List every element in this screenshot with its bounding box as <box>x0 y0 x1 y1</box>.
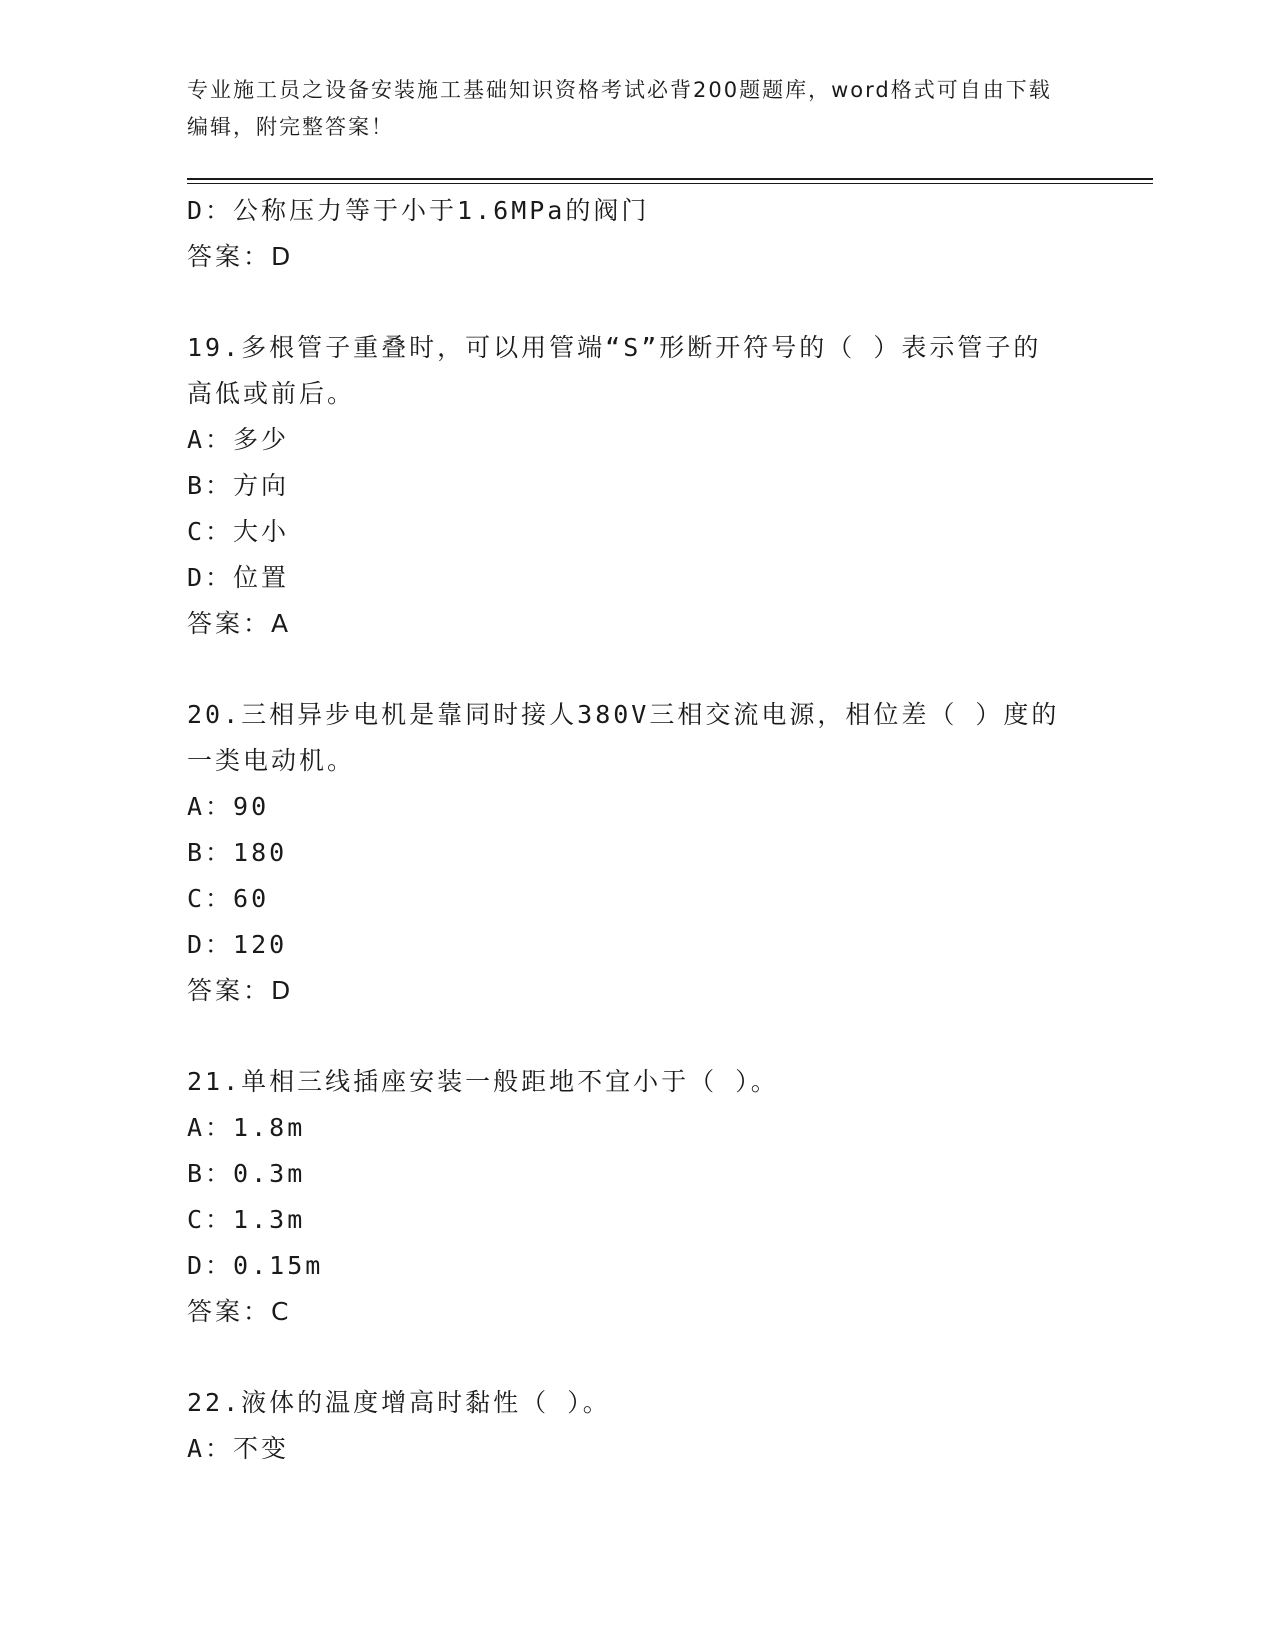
option-b: B：方向 <box>187 471 290 500</box>
question-text: 22.液体的温度增高时黏性（ ）。 <box>187 1388 611 1417</box>
option-c: C：60 <box>187 884 270 913</box>
header-divider <box>187 178 1153 180</box>
question-20 <box>187 692 1087 1014</box>
header-divider-thin <box>187 183 1153 184</box>
option-b: B：180 <box>187 838 288 867</box>
option-d: D：位置 <box>187 563 290 592</box>
option-b: B：0.3m <box>187 1159 306 1188</box>
answer-line: 答案：A <box>187 609 292 638</box>
option-a: A：90 <box>187 792 270 821</box>
option-a: A：多少 <box>187 425 290 454</box>
answer-line: 答案：D <box>187 242 294 271</box>
question-text: 21.单相三线插座安装一般距地不宜小于（ ）。 <box>187 1067 779 1096</box>
option-a: A：1.8m <box>187 1113 306 1142</box>
option-d: D：0.15m <box>187 1251 324 1280</box>
question-19 <box>187 325 1087 647</box>
answer-line: 答案：D <box>187 976 294 1005</box>
option-d: D：120 <box>187 930 288 959</box>
question-21 <box>187 1059 1087 1335</box>
option-a: A：不变 <box>187 1434 290 1463</box>
question-22 <box>187 1380 1087 1472</box>
question-text: 19.多根管子重叠时，可以用管端“S”形断开符号的（ ）表示管子的高低或前后。 <box>187 333 1042 408</box>
document-body <box>187 188 1087 1472</box>
question-text: 20.三相异步电机是靠同时接人380V三相交流电源，相位差（ ）度的一类电动机。 <box>187 700 1060 775</box>
option-c: C：1.3m <box>187 1205 306 1234</box>
answer-line: 答案：C <box>187 1297 292 1326</box>
document-header: 专业施工员之设备安装施工基础知识资格考试必背200题题库，word格式可自由下载编辑，附完整答案！ <box>187 78 1052 139</box>
option-c: C：大小 <box>187 517 290 546</box>
option-d: D：公称压力等于小于1.6MPa的阀门 <box>187 196 650 225</box>
